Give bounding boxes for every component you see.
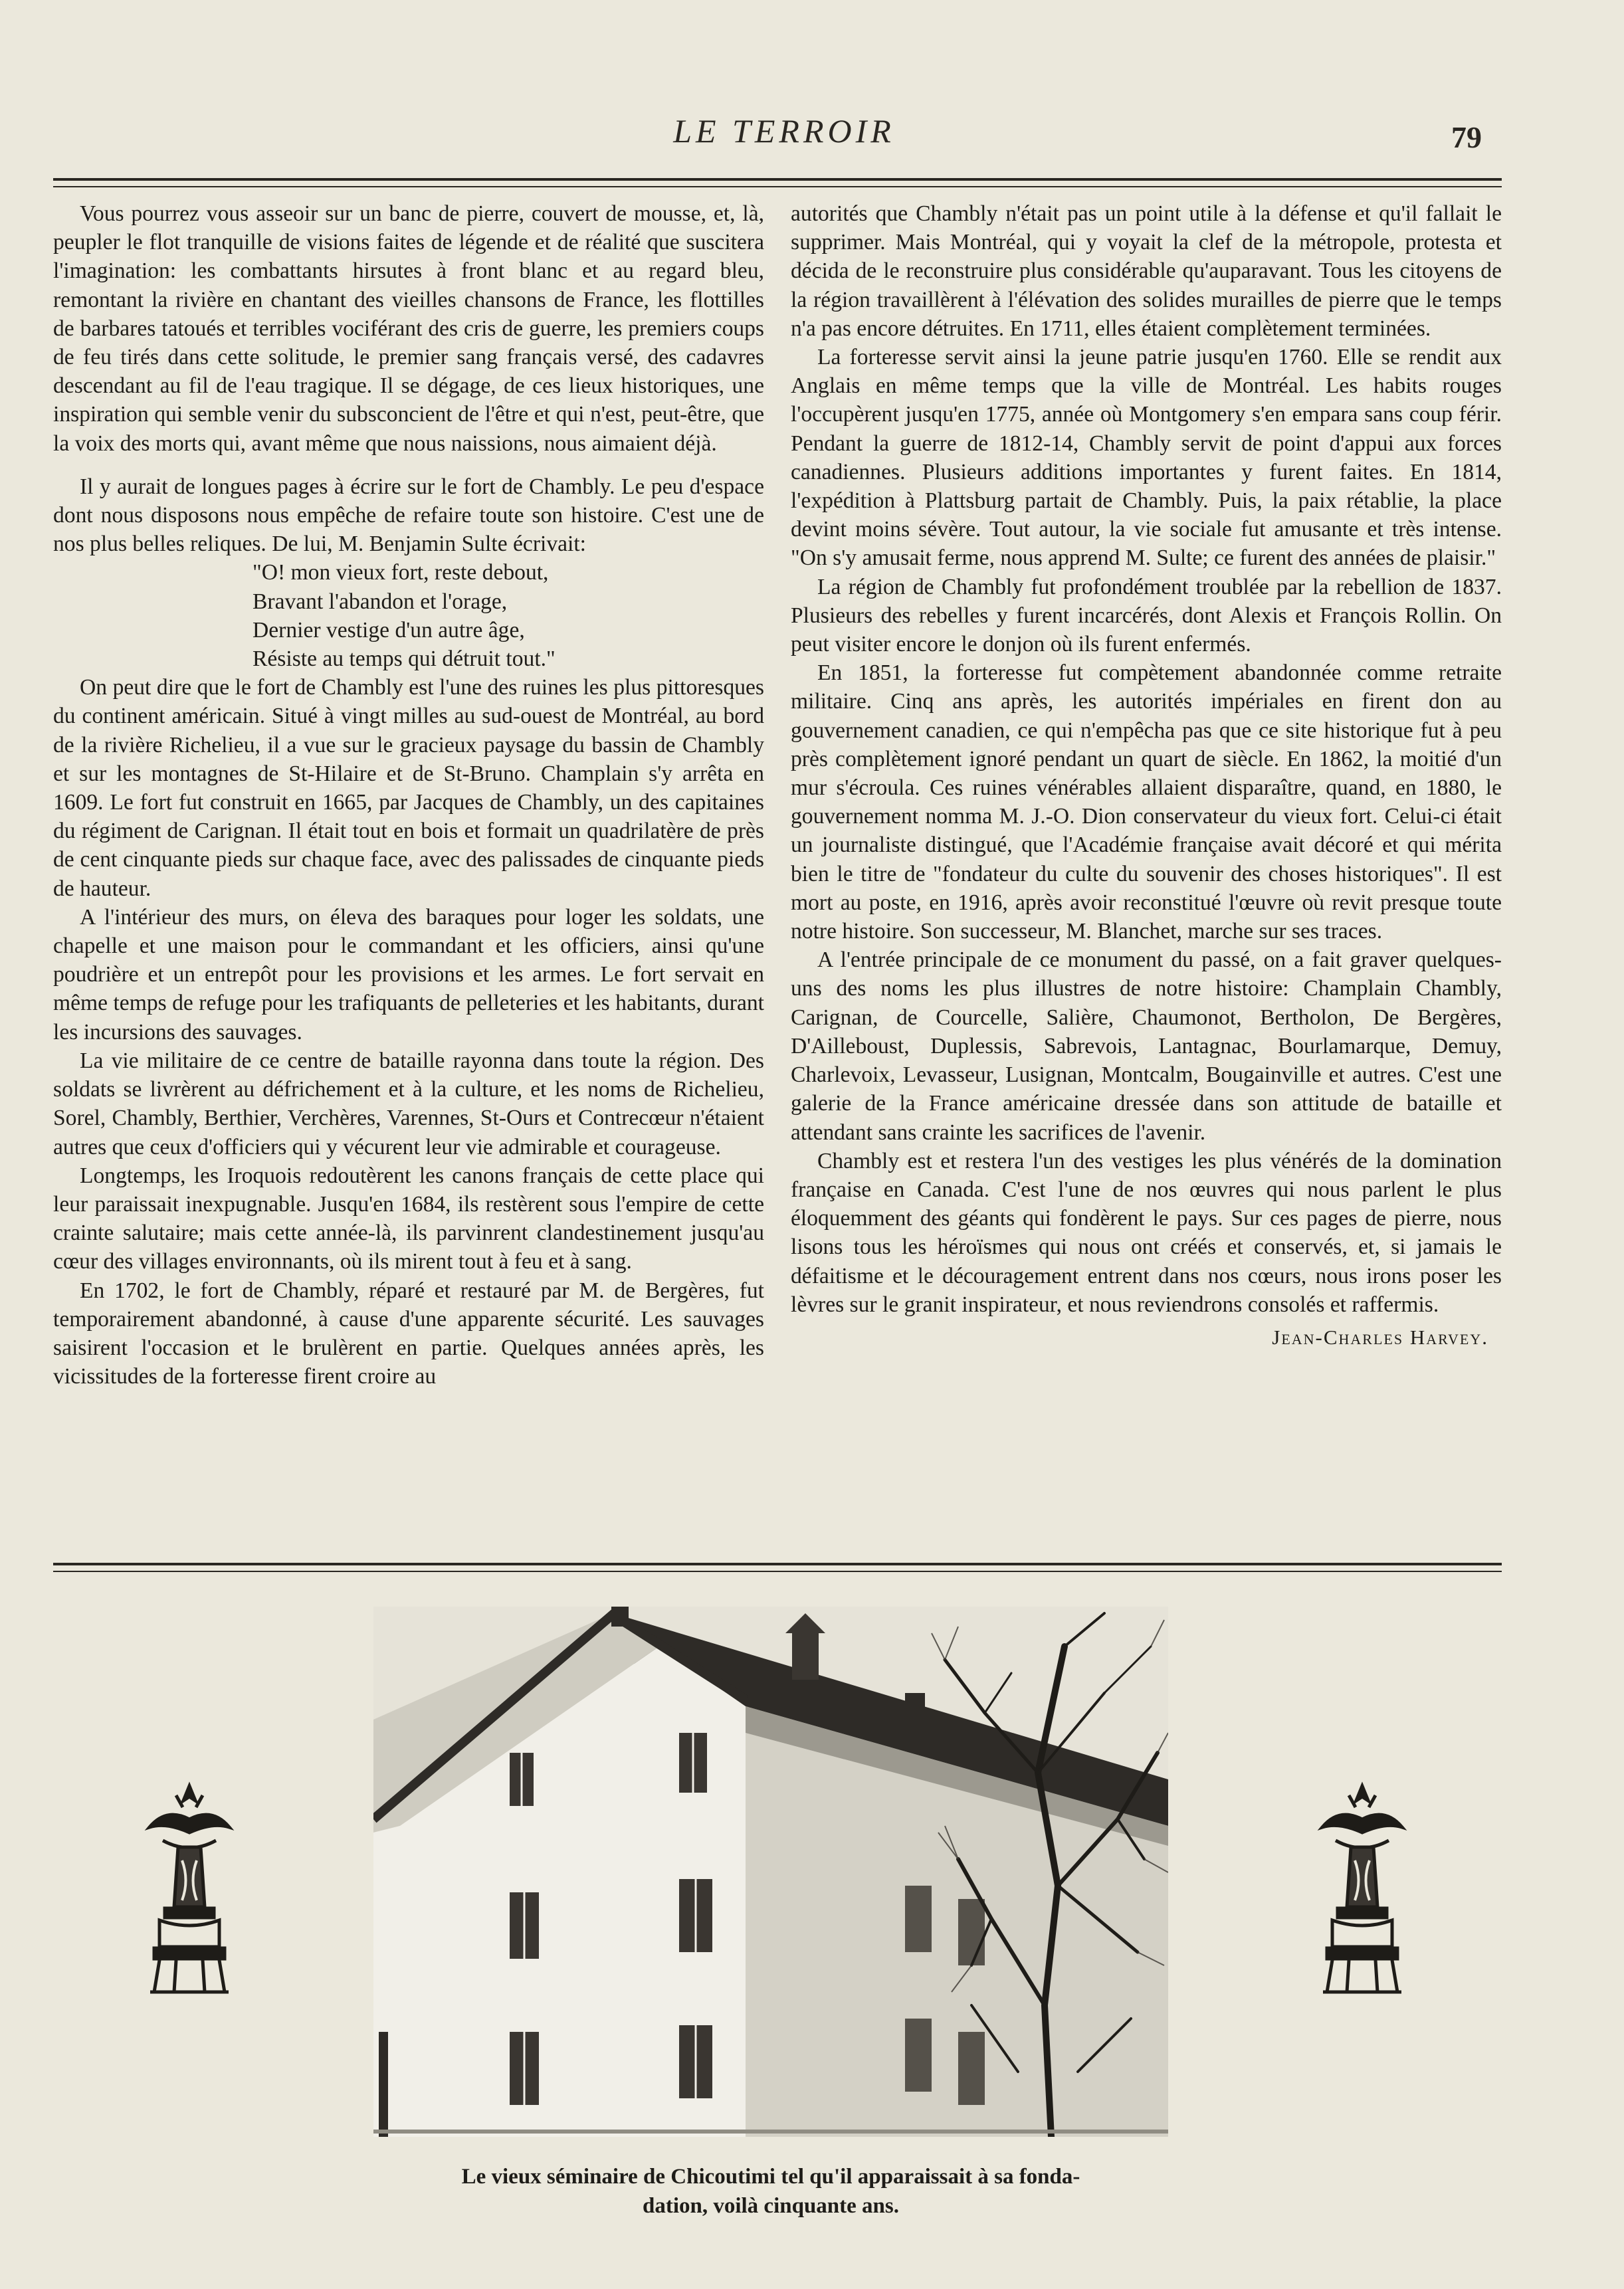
paragraph: Chambly est et restera l'un des vestiges les plus vénérés de la domination française en Canada. C'est l'une de nos œuvres qui nous parlent le plus éloquemment des géants qui fondèrent le pays. Sur ces pages de pierre, nous lisons tous les héroïsmes qui nous ont créés et conservés, et, si jamais le défaitisme et le découragement entrent dans nos cœurs, nous irons poser les lèvres sur le granit inspirateur, et nous reviendrons consolés et raffermis. xyxy=(791,1148,1502,1317)
author-signature: Jean-Charles Harvey. xyxy=(1272,1325,1488,1349)
paragraph: La forteresse servit ainsi la jeune patrie jusqu'en 1760. Elle se rendit aux Anglais en même temps que la ville de Montréal. Les habits rouges l'occupèrent jusqu'en 1775, année où Montgomery s'en empara sans coup férir. Pendant la guerre de 1812-14, Chambly servit de point d'appui aux forces canadiennes. Plusieurs additions importantes y furent faites. En 1814, l'expédition à Plattsburg partait de Chambly. Puis, la paix rétablie, la place devint moins sévère. Tout autour, la vie sociale fut amusante et très intense. "On s'y amusait ferme, nous apprend M. Sulte; ce furent des années de plaisir." xyxy=(791,345,1502,571)
article-right-column xyxy=(791,199,1502,1542)
article-left-column xyxy=(53,199,764,1542)
candelabra-ornament-icon xyxy=(140,1781,239,2000)
header-rule-top xyxy=(53,178,1502,181)
paragraph: Vous pourrez vous asseoir sur un banc de pierre, couvert de mousse, et, là, peupler le flot tranquille de visions faites de légende et de réalité que suscitera l'imagination: les combattants hirsutes à front blanc et au regard bleu, remontant la rivière en chantant des vieilles chansons de France, les flottilles de barbares tatoués et terribles vociférant des cris de guerre, les premiers coups de feu tirés dans cette solitude, le premier sang français versé, des cadavres descendant au fil de l'eau tragique. Il se dégage, de ces lieux historiques, une inspiration qui semble venir du subsconcient de l'être et qui n'est, peut-être, que la voix des morts qui, avant même que nous naissions, nous aimaient déjà. xyxy=(53,201,764,456)
section-rule-top xyxy=(53,1563,1502,1565)
candelabra-ornament-icon xyxy=(1312,1781,1412,2000)
caption-line: Le vieux séminaire de Chicoutimi tel qu'il apparaissait à sa fonda- xyxy=(461,2165,1080,2189)
verse-line: "O! mon vieux fort, reste debout, xyxy=(253,560,549,585)
paragraph: On peut dire que le fort de Chambly est l'une des ruines les plus pittoresques du continent américain. Situé à vingt milles au sud-ouest de Montréal, au bord de la rivière Richelieu, il a vue sur le gracieux paysage du bassin de Chambly et sur les montagnes de St-Hilaire et de St-Bruno. Champlain s'y arrêta en 1609. Le fort fut construit en 1665, par Jacques de Chambly, un des capitaines du régiment de Carignan. Il était tout en bois et formait un quadrilatère de près de cent cinquante pieds sur chaque face, avec des palissades de cinquante pieds de hauteur. xyxy=(53,675,764,901)
paragraph: La région de Chambly fut profondément troublée par la rebellion de 1837. Plusieurs des rebelles y furent incarcérés, dont Alexis et François Rollin. On peut visiter encore le donjon où ils furent enfermés. xyxy=(791,574,1502,657)
running-header-title: LE TERROIR xyxy=(673,112,895,149)
verse-line: Résiste au temps qui détruit tout." xyxy=(253,647,556,672)
verse-line: Dernier vestige d'un autre âge, xyxy=(253,617,525,643)
paragraph: Il y aurait de longues pages à écrire sur le fort de Chambly. Le peu d'espace dont nous disposons nous empêche de refaire toute son histoire. C'est une de nos plus belles reliques. De lui, M. Benjamin Sulte écrivait: xyxy=(53,474,764,557)
section-rule-bottom xyxy=(53,1571,1502,1572)
paragraph: En 1851, la forteresse fut compètement abandonnée comme retraite militaire. Cinq ans après, les autorités impériales en firent don au gouvernement canadien, ce qui n'empêcha pas que ce site historique fut à peu près complètement ignoré pendant un quart de siècle. En 1862, la moitié d'un mur s'écroula. Ces ruines vénérables allaient disparaître, quand, en 1880, le gouvernement nomma M. J.-O. Dion conservateur du vieux fort. Celui-ci était un journaliste distingué, que l'Académie française avait décoré et qui mérita bien le titre de "fondateur du culte du souvenir des choses historiques". Il est mort au poste, en 1916, après avoir reconstitué l'œuvre où revit presque toute notre histoire. Son successeur, M. Blanchet, marche sur ses traces. xyxy=(791,660,1502,944)
header-rule-bottom xyxy=(53,186,1502,187)
paragraph: Longtemps, les Iroquois redoutèrent les canons français de cette place qui leur paraissait inexpugnable. Jusqu'en 1684, ils restèrent sous l'empire de cette crainte salutaire; mais cette année-là, ils parvinrent clandestinement jusqu'au cœur des villages environnants, où ils mirent tout à feu et à sang. xyxy=(53,1163,764,1274)
paragraph: A l'entrée principale de ce monument du passé, on a fait graver quelques-uns des noms les plus illustres de notre histoire: Champlain Chambly, Carignan, de Courcelle, Salière, Chaumonot, Bertholon, De Bergères, D'Ailleboust, Duplessis, Sabrevois, Lantagnac, Bourlamarque, Demuy, Charlevoix, Levasseur, Lusignan, Montcalm, Bougainville et autres. C'est une galerie de la France américaine dressée dans son attitude de bataille et attendant sans crainte les sacrifices de l'avenir. xyxy=(791,947,1502,1145)
paragraph: La vie militaire de ce centre de bataille rayonna dans toute la région. Des soldats se livrèrent au défrichement et à la culture, et les noms de Richelieu, Sorel, Chambly, Berthier, Verchères, Varennes, St-Ours et Contrecœur n'étaient autres que ceux d'officiers qui y vécurent leur vie admirable et courageuse. xyxy=(53,1048,764,1159)
caption-line: dation, voilà cinquante ans. xyxy=(642,2194,899,2218)
paragraph: A l'intérieur des murs, on éleva des baraques pour loger les soldats, une chapelle et une maison pour le commandant et les officiers, ainsi qu'une poudrière et un entrepôt pour les provisions et les armes. Le fort servait en même temps de refuge pour les trafiquants de pelleteries et les habitants, durant les incursions des sauvages. xyxy=(53,904,764,1045)
seminary-photograph xyxy=(373,1607,1168,2137)
verse-line: Bravant l'abandon et l'orage, xyxy=(253,589,508,614)
paragraph: En 1702, le fort de Chambly, réparé et restauré par M. de Bergères, fut temporairement abandonné, à cause d'une apparente sécurité. Les sauvages saisirent l'occasion et le brulèrent en partie. Quelques années après, les vicissitudes de la forteresse firent croire au xyxy=(53,1278,764,1389)
paragraph: autorités que Chambly n'était pas un point utile à la défense et qu'il fallait le supprimer. Mais Montréal, qui y voyait la clef de la métropole, protesta et décida de le reconstruire plus considérable qu'auparavant. Tous les citoyens de la région travaillèrent à l'élévation des solides murailles de pierre que le temps n'a pas encore détruites. En 1711, elles étaient complètement terminées. xyxy=(791,201,1502,341)
page-number: 79 xyxy=(1451,120,1482,154)
figure-caption xyxy=(346,2162,1196,2221)
